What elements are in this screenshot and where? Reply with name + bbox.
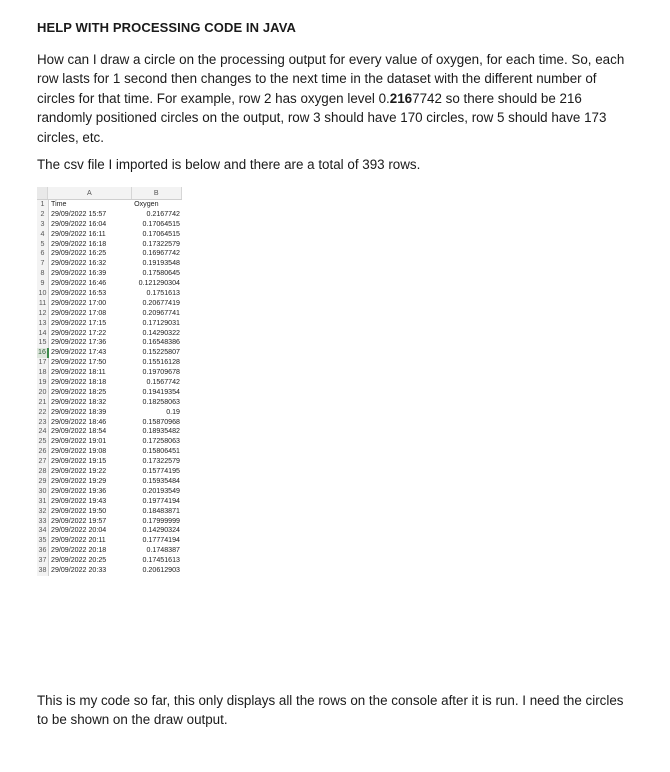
time-cell: 29/09/2022 16:04 xyxy=(51,219,107,228)
row-number: 26 xyxy=(37,447,49,457)
row-number: 32 xyxy=(37,507,49,517)
time-cell: 29/09/2022 17:08 xyxy=(51,308,107,317)
oxygen-cell: 0.15806451 xyxy=(142,447,180,456)
oxygen-cell: 0.17064515 xyxy=(142,219,180,228)
time-cell: 29/09/2022 17:50 xyxy=(51,358,107,367)
time-cell: 29/09/2022 15:57 xyxy=(51,209,107,218)
row-number: 5 xyxy=(37,240,49,250)
time-cell: 29/09/2022 18:32 xyxy=(51,397,107,406)
row-number: 19 xyxy=(37,378,49,388)
time-cell: 29/09/2022 20:04 xyxy=(51,526,107,535)
row-number: 12 xyxy=(37,309,49,319)
table-row xyxy=(37,467,182,477)
time-cell: 29/09/2022 16:53 xyxy=(51,289,107,298)
time-cell: 29/09/2022 18:25 xyxy=(51,387,107,396)
row-number: 20 xyxy=(37,388,49,398)
oxygen-cell: 0.17129031 xyxy=(142,318,180,327)
oxygen-cell: 0.121290304 xyxy=(138,279,180,288)
table-row xyxy=(37,319,182,329)
row-number: 22 xyxy=(37,408,49,418)
row-number: 14 xyxy=(37,329,49,339)
row-number: 18 xyxy=(37,368,49,378)
paragraph-text: How can I draw a circle on the processing output for every value of oxygen, for each time. So, each row lasts for 1 second then changes to the next time in the dataset with the different number of circles for that time. For example, row 2 has oxygen level 0. xyxy=(37,52,625,106)
oxygen-cell: 0.15516128 xyxy=(142,358,180,367)
table-row xyxy=(37,259,182,269)
table-row xyxy=(37,556,182,566)
oxygen-cell: 0.16548386 xyxy=(142,338,180,347)
row-number: 2 xyxy=(37,210,49,220)
row-number: 4 xyxy=(37,230,49,240)
table-row xyxy=(37,447,182,457)
time-cell: 29/09/2022 19:43 xyxy=(51,496,107,505)
row-number: 10 xyxy=(37,289,49,299)
spreadsheet-rows xyxy=(37,200,182,576)
table-row xyxy=(37,309,182,319)
oxygen-cell: 0.17580645 xyxy=(142,269,180,278)
code-description-paragraph: This is my code so far, this only displays all the rows on the console after it is run. I need the circles to be shown on the draw output. xyxy=(37,693,624,728)
table-row xyxy=(37,289,182,299)
question-paragraph xyxy=(37,50,633,147)
row-number: 15 xyxy=(37,338,49,348)
oxygen-cell: 0.19709678 xyxy=(142,368,180,377)
time-cell: 29/09/2022 19:15 xyxy=(51,457,107,466)
time-cell: 29/09/2022 17:43 xyxy=(51,348,107,357)
time-cell: 29/09/2022 18:11 xyxy=(51,368,106,377)
oxygen-cell: Oxygen xyxy=(134,200,159,208)
time-cell: 29/09/2022 16:25 xyxy=(51,249,107,258)
spreadsheet-image xyxy=(37,187,182,576)
row-number: 13 xyxy=(37,319,49,329)
table-row xyxy=(37,408,182,418)
oxygen-cell: 0.17322579 xyxy=(142,239,180,248)
time-cell: 29/09/2022 19:22 xyxy=(51,467,107,476)
row-number: 37 xyxy=(37,556,49,566)
oxygen-cell: 0.17774194 xyxy=(142,536,180,545)
table-row xyxy=(37,279,182,289)
oxygen-cell: 0.15225807 xyxy=(142,348,180,357)
bold-text: 216 xyxy=(389,90,413,106)
header-data-row xyxy=(37,200,182,210)
time-cell: 29/09/2022 19:01 xyxy=(51,437,107,446)
column-header-row xyxy=(37,187,182,200)
table-row xyxy=(37,526,182,536)
time-cell: 29/09/2022 19:29 xyxy=(51,476,107,485)
row-number: 25 xyxy=(37,437,49,447)
row-number: 9 xyxy=(37,279,49,289)
row-number: 27 xyxy=(37,457,49,467)
time-cell: 29/09/2022 16:32 xyxy=(51,259,107,268)
oxygen-cell: 0.20612903 xyxy=(142,565,180,574)
row-number: 38 xyxy=(37,566,49,576)
row-number: 7 xyxy=(37,259,49,269)
row-number: 21 xyxy=(37,398,49,408)
row-number: 1 xyxy=(37,200,49,210)
table-row xyxy=(37,230,182,240)
table-row xyxy=(37,418,182,428)
oxygen-cell: 0.14290322 xyxy=(142,328,180,337)
oxygen-cell: 0.20677419 xyxy=(142,298,180,307)
time-cell: 29/09/2022 17:36 xyxy=(51,338,107,347)
oxygen-cell: 0.14290324 xyxy=(142,526,180,535)
row-number: 29 xyxy=(37,477,49,487)
table-row xyxy=(37,546,182,556)
time-cell: 29/09/2022 19:50 xyxy=(51,506,107,515)
time-cell: 29/09/2022 20:33 xyxy=(51,565,107,574)
time-cell: 29/09/2022 18:18 xyxy=(51,378,107,387)
time-cell: 29/09/2022 19:08 xyxy=(51,447,107,456)
table-row xyxy=(37,427,182,437)
table-row xyxy=(37,348,182,358)
table-row xyxy=(37,378,182,388)
time-cell: 29/09/2022 20:11 xyxy=(51,536,106,545)
oxygen-cell: 0.17258063 xyxy=(142,437,180,446)
time-cell: 29/09/2022 17:22 xyxy=(51,328,107,337)
table-row xyxy=(37,566,182,576)
document-title: HELP WITH PROCESSING CODE IN JAVA xyxy=(37,20,296,35)
time-cell: 29/09/2022 16:39 xyxy=(51,269,107,278)
column-header-b: B xyxy=(132,187,182,199)
oxygen-cell: 0.16967742 xyxy=(142,249,180,258)
oxygen-cell: 0.19419354 xyxy=(142,387,180,396)
row-number: 33 xyxy=(37,517,49,527)
table-row xyxy=(37,457,182,467)
table-row xyxy=(37,477,182,487)
oxygen-cell: 0.15935484 xyxy=(142,476,180,485)
oxygen-cell: 0.17064515 xyxy=(142,229,180,238)
table-row xyxy=(37,388,182,398)
table-row xyxy=(37,507,182,517)
oxygen-cell: 0.17999999 xyxy=(142,516,180,525)
table-row xyxy=(37,299,182,309)
row-number: 17 xyxy=(37,358,49,368)
select-all-corner xyxy=(37,187,48,199)
oxygen-cell: 0.18483871 xyxy=(142,506,180,515)
time-cell: 29/09/2022 17:15 xyxy=(51,318,107,327)
oxygen-cell: 0.1751613 xyxy=(146,289,180,298)
row-number: 16 xyxy=(37,348,49,358)
row-number: 31 xyxy=(37,497,49,507)
time-cell: 29/09/2022 19:57 xyxy=(51,516,107,525)
row-number: 6 xyxy=(37,249,49,259)
oxygen-cell: 0.1748387 xyxy=(146,546,180,555)
table-row xyxy=(37,220,182,230)
table-row xyxy=(37,517,182,527)
row-number: 34 xyxy=(37,526,49,536)
row-number: 24 xyxy=(37,427,49,437)
oxygen-cell: 0.18258063 xyxy=(142,397,180,406)
time-cell: 29/09/2022 19:36 xyxy=(51,486,107,495)
oxygen-cell: 0.19193548 xyxy=(142,259,180,268)
time-cell: 29/09/2022 18:39 xyxy=(51,407,107,416)
row-number: 3 xyxy=(37,220,49,230)
table-row xyxy=(37,210,182,220)
oxygen-cell: 0.19 xyxy=(166,407,180,416)
oxygen-cell: 0.17451613 xyxy=(142,556,180,565)
oxygen-cell: 0.15870968 xyxy=(142,417,180,426)
row-number: 11 xyxy=(37,299,49,309)
row-number: 30 xyxy=(37,487,49,497)
oxygen-cell: 0.19774194 xyxy=(142,496,180,505)
row-number: 36 xyxy=(37,546,49,556)
time-cell: 29/09/2022 16:46 xyxy=(51,279,107,288)
row-number: 35 xyxy=(37,536,49,546)
table-row xyxy=(37,487,182,497)
table-row xyxy=(37,437,182,447)
table-row xyxy=(37,368,182,378)
column-header-a: A xyxy=(48,187,131,199)
csv-intro-paragraph: The csv file I imported is below and there are a total of 393 rows. xyxy=(37,157,421,172)
table-row xyxy=(37,398,182,408)
oxygen-cell: 0.17322579 xyxy=(142,457,180,466)
table-row xyxy=(37,269,182,279)
oxygen-cell: 0.1567742 xyxy=(146,378,180,387)
time-cell: 29/09/2022 18:46 xyxy=(51,417,107,426)
oxygen-cell: 0.15774195 xyxy=(142,467,180,476)
time-cell: 29/09/2022 16:11 xyxy=(51,229,106,238)
time-cell: 29/09/2022 18:54 xyxy=(51,427,107,436)
time-cell: 29/09/2022 20:18 xyxy=(51,546,107,555)
time-cell: 29/09/2022 17:00 xyxy=(51,298,107,307)
row-number: 23 xyxy=(37,418,49,428)
oxygen-cell: 0.20967741 xyxy=(142,308,180,317)
table-row xyxy=(37,240,182,250)
table-row xyxy=(37,536,182,546)
oxygen-cell: 0.2167742 xyxy=(146,209,180,218)
row-number: 8 xyxy=(37,269,49,279)
time-cell: 29/09/2022 16:18 xyxy=(51,239,107,248)
oxygen-cell: 0.20193549 xyxy=(142,486,180,495)
table-row xyxy=(37,358,182,368)
time-cell: Time xyxy=(51,200,67,208)
time-cell: 29/09/2022 20:25 xyxy=(51,556,107,565)
table-row xyxy=(37,329,182,339)
oxygen-cell: 0.18935482 xyxy=(142,427,180,436)
table-row xyxy=(37,497,182,507)
table-row xyxy=(37,249,182,259)
paragraph-text-continued: 7742 so there should be 216 randomly positioned circles on the output, row 3 should have 170 circles, row 5 should have 173 circles, etc. xyxy=(37,90,607,145)
table-row xyxy=(37,338,182,348)
row-number: 28 xyxy=(37,467,49,477)
